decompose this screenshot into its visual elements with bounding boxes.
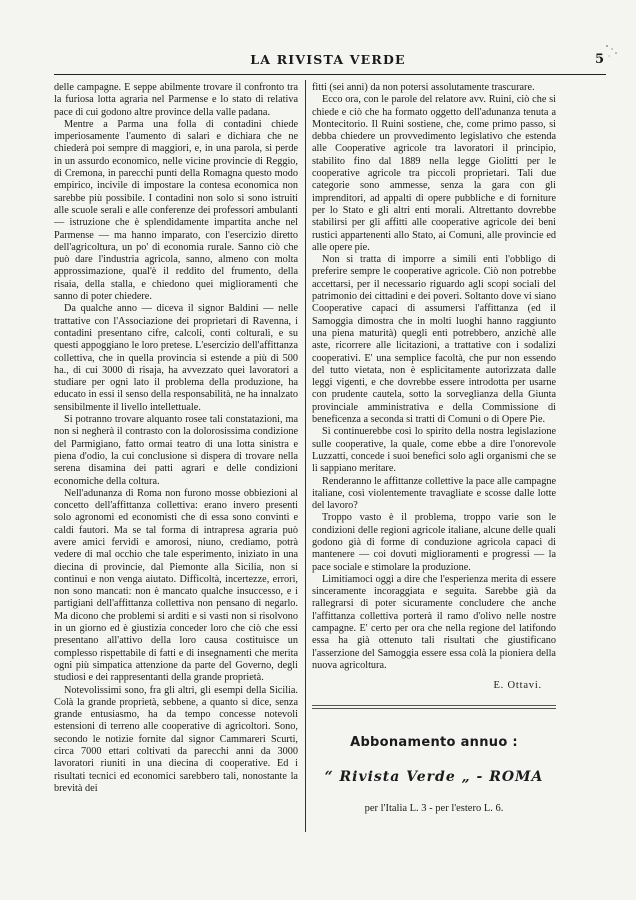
paragraph: Renderanno le affittanze collettive la pace alle campagne italiane, così violentemente travagliate e scosse dalle lotte del lavoro?: [312, 475, 556, 512]
page-number: 5: [594, 52, 604, 67]
journal-title: LA RIVISTA VERDE: [250, 52, 406, 67]
paragraph: Si potranno trovare alquanto rosee tali constatazioni, ma non si negherà il contrasto con la dolorosissima condizione del Parmigiano, fatto ormai teatro di una lotta sinistra e piena d'odio, la cui conclusione si dispera di trovare nella serena disamina dei patti agrari e delle condizioni economiche della coltura.: [54, 414, 298, 487]
paragraph: Ecco ora, con le parole del relatore avv. Ruini, ciò che si chiede e ciò che ha formato oggetto dell'adunanza tenuta a Montecitorio. Il Ruini sostiene, che, come primo passo, si debba chiedere un provvedimento legislativo che estenda alle Cooperative agricole tra lavoratori il principio, stabilito fino dal 1889 nella legge Giolitti per le cooperative agricole tra piccoli proprietari. Tali due categorie sono ammesse, senza la gara con gli imprenditori, ad appalti di opere pubbliche e di forniture per lo Stato e gli altri enti morali. Altrettanto dovrebbe stabilirsi per gli affitti alle cooperative agricole dei beni rustici appartenenti allo Stato, ai Comuni, alle provincie ed alle opere pie.: [312, 94, 556, 253]
subscription-title: Abbonamento annuo :: [350, 735, 518, 750]
subscription-price: per l'Italia L. 3 - per l'estero L. 6.: [364, 803, 504, 814]
paragraph: Non si tratta di imporre a simili enti l'obbligo di preferire sempre le cooperative agricole. Ciò non potrebbe accettarsi, per il necessario riguardo agli scopi sociali del patrimonio dei cittadini e dei poveri. Soltanto dove vi siano Cooperative capaci di assumersi l'affittanza (ed il Samoggia dimostra che in molti luoghi hanno raggiunto una piena maturità) quegli enti potrebbero, anzichè alle aste, ricorrere alle licitazioni, a trattative con i sodalizi cooperativi. E' una semplice facoltà, che pur non essendo del tutto vietata, non è esplicitamente autorizzata dalle leggi vigenti, e che dovrebbe essere introdotta per usarne con prudente cautela, sotto la sorveglianza della Giunta provinciale amministrativa e della Commissione di beneficenza a seconda si tratti di Comuni o di Opere Pie.: [312, 254, 556, 426]
subscription-box: [312, 705, 556, 855]
header-rule: [54, 74, 606, 75]
paragraph: Notevolissimi sono, fra gli altri, gli esempi della Sicilia. Colà la grande proprietà, sebbene, a quanto si dice, senza grande entusiasmo, ha da tempo concesse notevoli estensioni di terreno alle cooperative di agricoltori. Sono, secondo le notizie fornite dal signor Cammareri Scurti, circa 7000 ettari coltivati da parecchi anni da 3000 lavoratori riuniti in una diecina di cooperative. Ed i risultati tecnici ed economici sarebbero tali, nonostante la brevità dei: [54, 684, 298, 794]
paragraph: Nell'adunanza di Roma non furono mosse obbiezioni al concetto dell'affittanza collettiva: erano invero presenti solo agronomi ed economisti che di essa sono convinti e caldi fautori. Ma se tal forma di intrapresa agraria può avere amici fervidi e amorosi, niuno, crediamo, potrà vedere di mal occhio che tale esperimento, iniziato in una diecina di provincie, dal Piemonte alla Sicilia, non si continui e non venga aiutato. Difficoltà, incertezze, errori, non sono mancati: non è mancato qualche insuccesso, e i partigiani dell'affittanza collettiva non pensano di negarlo. Ma dicono che problemi si arditi e si vasti non si risolvono in un giorno ed è giustizia conceder loro che ciò che essi presentano all'attivo della loro causa costituisce un complesso rispettabile di fatti e di insegnamenti che merita ogni più simpatica attenzione da parte del Governo, degli studiosi e dei rappresentanti della grande proprietà.: [54, 487, 298, 684]
running-header: [52, 52, 604, 74]
paragraph: fitti (sei anni) da non potersi assolutamente trascurare.: [312, 82, 535, 93]
box-rule: [312, 705, 556, 706]
column-divider: [305, 80, 306, 832]
paragraph: Limitiamoci oggi a dire che l'esperienza merita di essere sinceramente incoraggiata e seguita. Sarebbe già da rallegrarsi di poter sicuramente concludere che anche l'affittanza collettiva porterà il ramo d'olivo nelle nostre campagne. E' certo per ora che nella regione del latifondo essa ha già ottenuto tali risultati che giustificano l'asserzione del Samoggia essere essa colà la pioniera della nuova agricoltura.: [312, 573, 556, 671]
author-signature: E. Ottavi.: [493, 680, 542, 691]
scan-mark-icon: [602, 40, 620, 70]
paragraph: Mentre a Parma una folla di contadini chiede imperiosamente l'aumento di salari e dichiara che ne chiederà poi sempre di maggiori, e, in una parola, si perde in un assurdo economico, nelle vicine provincie di Reggio, di Cremona, in parecchi punti della Romagna questo modo empirico, incivile di impostare la contesa economica non sarebbe più possibile. I contadini non solo si sono istruiti alle scuole serali e alle conferenze dei professori ambulanti — istruzione che è splendidamente impartita anche nel Parmense — ma hanno imparato, con l'esercizio diretto dell'agricoltura, un po' di economia rurale. Sanno ciò che può dare l'industria agricola, sanno, almeno con molta approssimazione, qual'è il reddito del frumento, della risaia, della stalla, e chiedono quei miglioramenti che sanno di poter chiedere.: [54, 118, 298, 303]
paragraph: Da qualche anno — diceva il signor Baldini — nelle trattative con l'Associazione dei proprietari di Ravenna, i contadini presentano cifre, calcoli, conti colturali, e su questi appoggiano le loro pretese. L'esercizio dell'affittanza collettiva, che in quella provincia si estende a più di 500 ha., di cui 3000 di risaja, ha avvezzato quei lavoratori a studiare per ogni lato il problema della produzione, ha educato in essi il senso della responsabilità, ne ha innalzato sensibilmente il livello intellettuale.: [54, 303, 298, 413]
paragraph: delle campagne. E seppe abilmente trovare il confronto tra la furiosa lotta agraria nel Parmense e lo stato di relativa pace di cui godono altre province della valle padana.: [54, 82, 298, 118]
paragraph: Si continuerebbe così lo spirito della nostra legislazione sulle cooperative, la quale, come ebbe a dire l'onorevole Luzzatti, concede i suoi benefici solo agli organismi che se li sappiano meritare.: [312, 426, 556, 475]
box-rule: [312, 708, 556, 709]
magazine-name: “ Rivista Verde „ - ROMA: [324, 769, 544, 785]
right-column: [312, 82, 556, 672]
paragraph: Troppo vasto è il problema, troppo varie son le condizioni delle regioni agricole italiane, alcune delle quali godono già di forme di conduzione agricola capaci di mantenere — coi dovuti miglioramenti e progressi — la pace sociale e stimolare la produzione.: [312, 512, 556, 573]
left-column: [54, 82, 298, 852]
